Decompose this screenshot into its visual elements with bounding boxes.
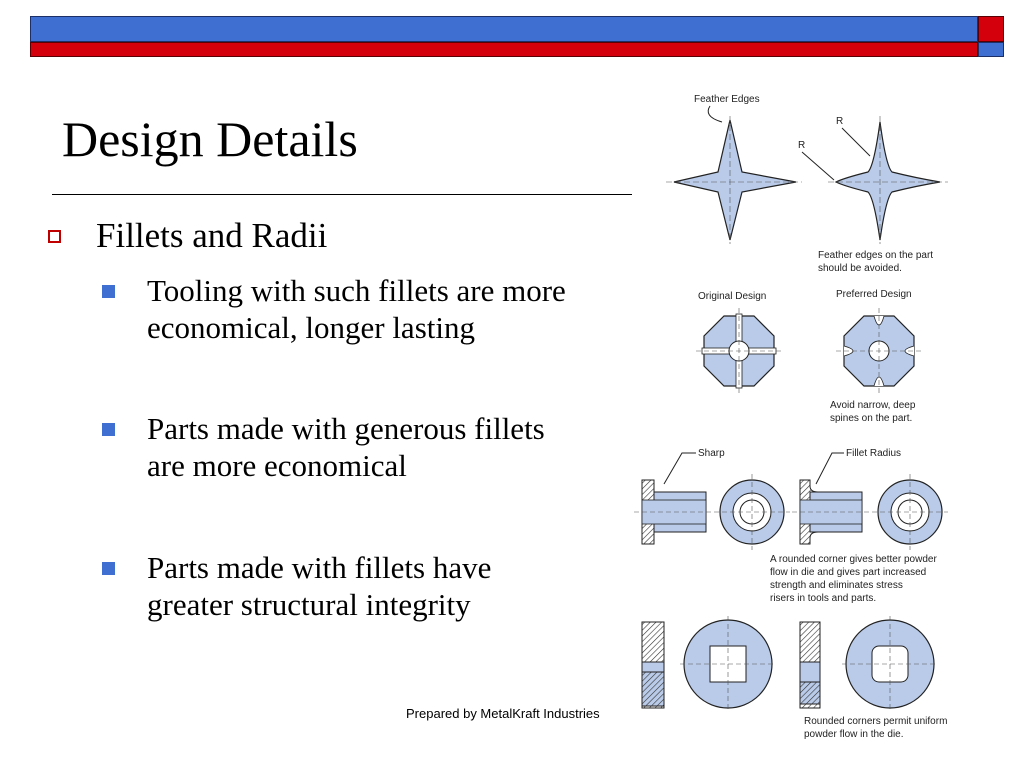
caption-fillet-4: risers in tools and parts. xyxy=(770,593,877,604)
caption-feather-2: should be avoided. xyxy=(818,263,902,274)
fillet-bushing-end-view xyxy=(872,474,948,550)
square-bullet-icon xyxy=(102,423,115,436)
preferred-design-part xyxy=(836,308,922,394)
label-r-right: R xyxy=(836,116,844,127)
sharp-bushing-end-view xyxy=(714,474,790,550)
caption-fillet-3: strength and eliminates stress xyxy=(770,580,903,591)
slide-title: Design Details xyxy=(62,111,358,167)
r-arrow-left-icon xyxy=(802,152,834,180)
caption-spines-1: Avoid narrow, deep xyxy=(830,400,916,411)
header-blue-bar xyxy=(30,16,978,42)
caption-spines-2: spines on the part. xyxy=(830,413,913,424)
sharp-bushing-section xyxy=(634,480,714,544)
header-blue-square xyxy=(978,42,1004,57)
title-underline xyxy=(52,194,632,195)
sub-bullet-text: Parts made with generous fillets are more economical xyxy=(147,411,545,483)
square-bullet-icon xyxy=(102,562,115,575)
caption-fillet-2: flow in die and gives part increased xyxy=(770,567,927,578)
label-fillet-radius: Fillet Radius xyxy=(846,448,902,459)
sub-bullet-text: Parts made with fillets have greater structural integrity xyxy=(147,550,492,622)
r-arrow-right-icon xyxy=(842,128,870,156)
caption-rounded-2: powder flow in the die. xyxy=(804,729,904,740)
label-feather-edges: Feather Edges xyxy=(694,94,760,105)
caption-feather-1: Feather edges on the part xyxy=(818,250,934,261)
label-original-design: Original Design xyxy=(698,291,767,302)
label-r-left: R xyxy=(798,140,806,151)
label-sharp: Sharp xyxy=(698,448,725,459)
square-bullet-icon xyxy=(102,285,115,298)
fillet-arrow-icon xyxy=(816,453,844,484)
header-bars xyxy=(30,16,1004,58)
square-hole-rounded-section xyxy=(800,622,820,708)
original-design-part xyxy=(696,308,782,394)
sub-bullet-text: Tooling with such fillets are more economical, longer lasting xyxy=(147,273,566,345)
hollow-square-bullet-icon xyxy=(48,230,61,243)
bullet-text: Fillets and Radii xyxy=(96,216,328,255)
header-red-bar xyxy=(30,42,978,57)
feather-arrow-icon xyxy=(708,106,722,122)
footer-credit: Prepared by MetalKraft Industries xyxy=(406,706,600,721)
figure-drawing xyxy=(630,82,990,750)
label-preferred-design: Preferred Design xyxy=(836,289,912,300)
square-hole-rounded-view xyxy=(842,616,938,712)
caption-fillet-1: A rounded corner gives better powder xyxy=(770,554,937,565)
design-details-figure xyxy=(630,82,990,750)
caption-rounded-1: Rounded corners permit uniform xyxy=(804,716,948,727)
fillet-bushing-section xyxy=(792,480,870,544)
square-hole-sharp-view xyxy=(680,616,776,712)
square-hole-sharp-section xyxy=(642,622,664,708)
star-part-rounded xyxy=(836,122,940,240)
sharp-arrow-icon xyxy=(664,453,696,484)
star-part-sharp xyxy=(674,120,796,240)
header-red-square xyxy=(978,16,1004,42)
